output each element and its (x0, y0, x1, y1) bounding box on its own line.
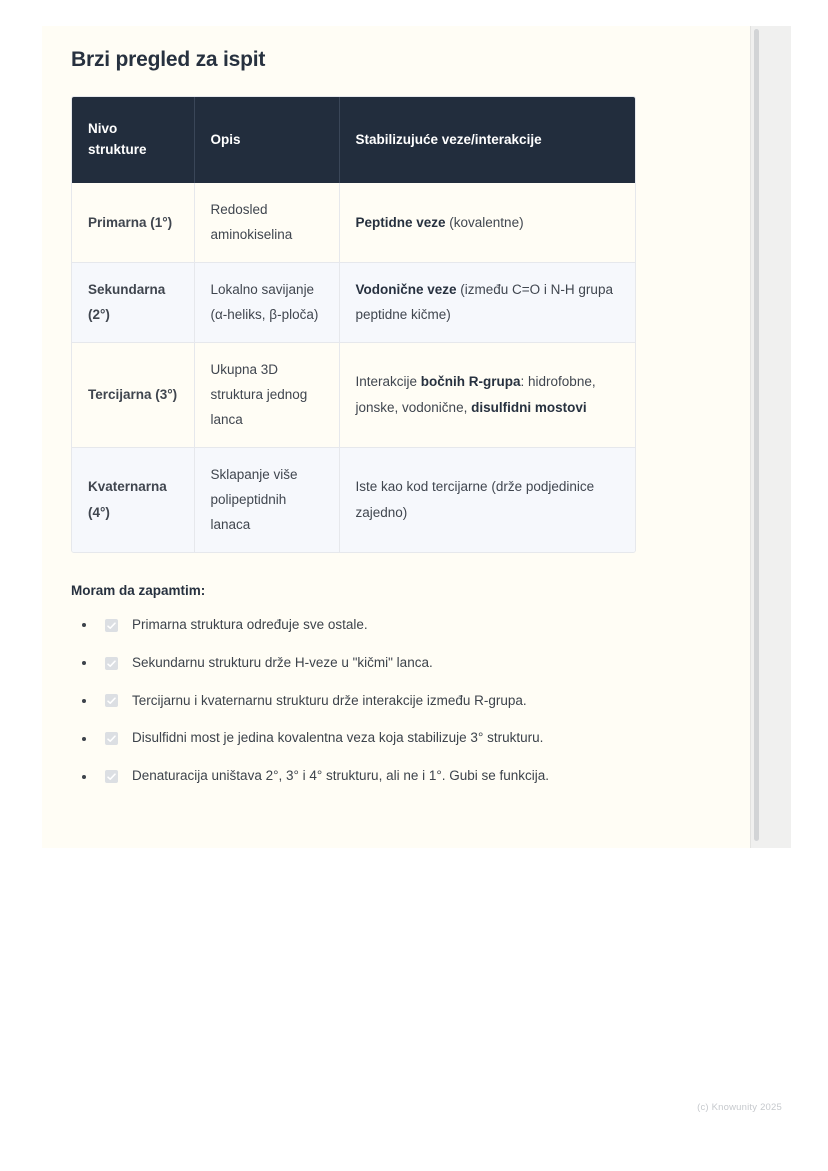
bullet-icon (82, 775, 86, 779)
study-card (42, 26, 791, 848)
checkbox-checked-icon[interactable] (105, 657, 118, 670)
cell-bonds-mid: : hidrofobne, jonske, vodonične, (355, 374, 596, 415)
scrollbar-thumb[interactable] (754, 29, 759, 841)
footer-copyright: (c) Knowunity 2025 (697, 1102, 782, 1113)
list-item-label: Primarna struktura određuje sve ostale. (132, 616, 368, 632)
vertical-scrollbar[interactable] (750, 26, 791, 848)
list-item (71, 692, 752, 711)
cell-description: Sklapanje više polipeptidnih lanaca (194, 447, 339, 552)
checkbox-checked-icon[interactable] (105, 619, 118, 632)
list-item (71, 767, 752, 786)
page-title: Brzi pregled za ispit (71, 48, 266, 71)
cell-description: Ukupna 3D struktura jednog lanca (194, 342, 339, 447)
table-row (72, 447, 635, 552)
list-item-label: Sekundarnu strukturu drže H-veze u "kičmi" lanca. (132, 654, 433, 670)
checkbox-checked-icon[interactable] (105, 732, 118, 745)
list-item-label: Tercijarnu i kvaternarnu strukturu drže interakcije između R-grupa. (132, 692, 527, 708)
list-item (71, 654, 752, 673)
cell-bonds-lead: Interakcije (355, 374, 421, 390)
table-body (72, 183, 635, 552)
cell-description: Redosled aminokiselina (194, 183, 339, 262)
table-row (72, 342, 635, 447)
cell-bonds (339, 342, 635, 447)
card-content (42, 26, 752, 848)
cell-bonds-bold-2: disulfidni mostovi (471, 399, 587, 415)
cell-bonds (339, 262, 635, 342)
bullet-icon (82, 699, 86, 703)
cell-bonds-rest: (između C=O i N-H grupa peptidne kičme) (355, 281, 613, 323)
cell-bonds-bold: Peptidne veze (355, 214, 446, 230)
list-item (71, 616, 752, 635)
cell-bonds-bold: bočnih R-grupa (420, 374, 521, 390)
list-item-label: Disulfidni most je jedina kovalentna veza koja stabilizuje 3° strukturu. (132, 730, 544, 746)
cell-level: Sekundarna (2°) (72, 262, 194, 342)
table-header-row (72, 97, 635, 183)
column-header-description: Opis (194, 97, 339, 183)
column-header-level: Nivo strukture (72, 97, 194, 183)
bullet-icon (82, 737, 86, 741)
list-item-label: Denaturacija uništava 2°, 3° i 4° strukturu, ali ne i 1°. Gubi se funkcija. (132, 768, 550, 784)
list-item (71, 729, 752, 748)
table-row (72, 262, 635, 342)
table-row (72, 183, 635, 262)
checkbox-checked-icon[interactable] (105, 770, 118, 783)
bullet-icon (82, 623, 86, 627)
cell-level: Kvaternarna (4°) (72, 447, 194, 552)
column-header-bonds: Stabilizujuće veze/interakcije (339, 97, 635, 183)
cell-level: Tercijarna (3°) (72, 342, 194, 447)
protein-structure-table (72, 97, 635, 552)
checkbox-checked-icon[interactable] (105, 694, 118, 707)
cell-bonds-rest: (kovalentne) (445, 214, 524, 230)
table-head (72, 97, 635, 183)
notes-list (71, 616, 752, 786)
cell-bonds (339, 183, 635, 262)
cell-bonds: Iste kao kod tercijarne (drže podjedinice zajedno) (339, 447, 635, 552)
cell-bonds-bold: Vodonične veze (355, 281, 457, 297)
cell-level: Primarna (1°) (72, 183, 194, 262)
cell-description: Lokalno savijanje (α-heliks, β-ploča) (194, 262, 339, 342)
bullet-icon (82, 661, 86, 665)
notes-heading: Moram da zapamtim: (71, 582, 206, 598)
protein-structure-table-wrapper (71, 96, 636, 553)
